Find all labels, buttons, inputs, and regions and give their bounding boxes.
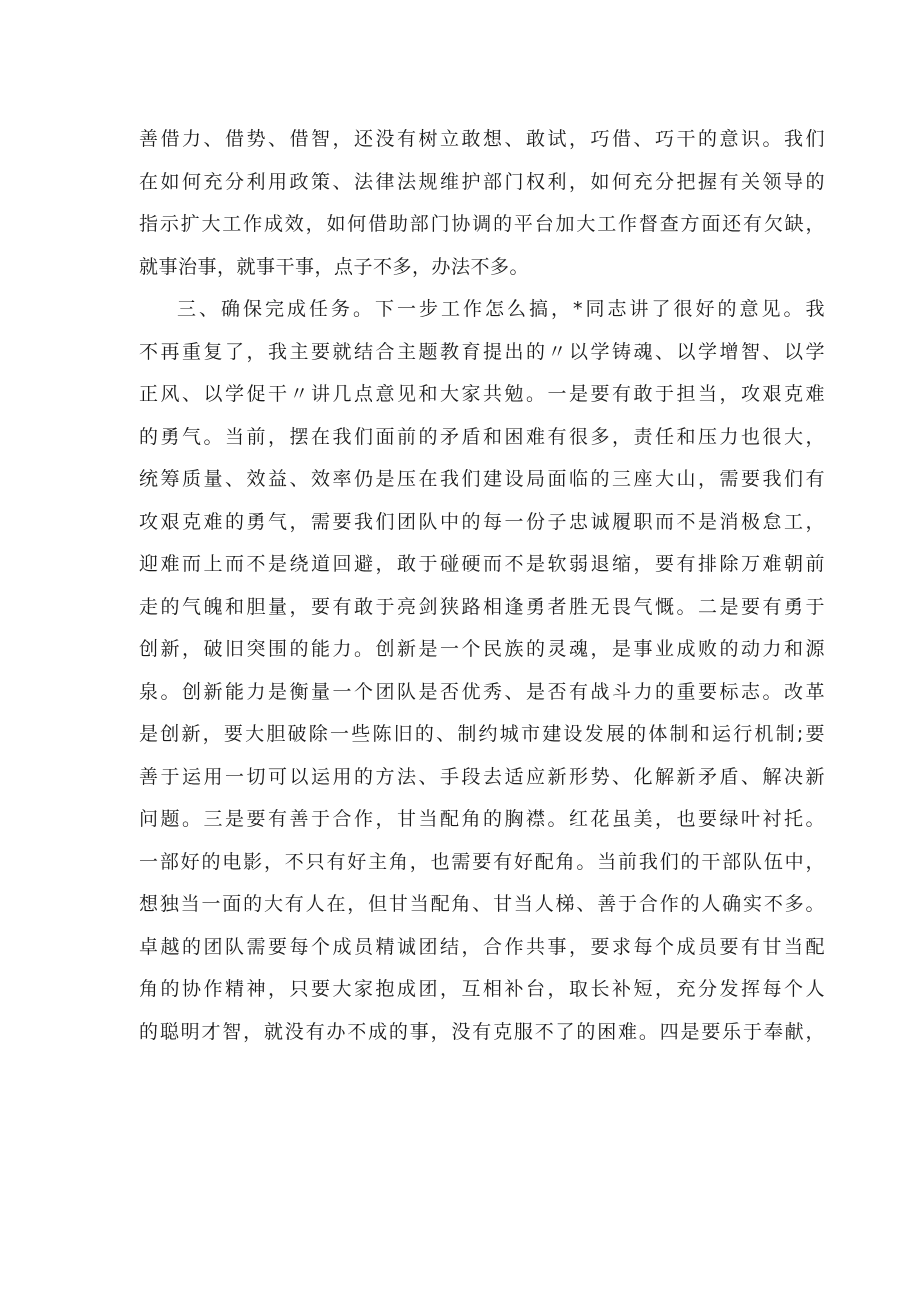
text-line: 正风、以学促干〃讲几点意见和大家共勉。一是要有敢于担当，攻艰克难 xyxy=(139,383,825,405)
text-line: 的聪明才智，就没有办不成的事，没有克服不了的困难。四是要乐于奉献， xyxy=(139,1020,825,1043)
paragraph-2 xyxy=(139,288,825,1053)
text-line: 创新，破旧突围的能力。创新是一个民族的灵魂，是事业成败的动力和源 xyxy=(139,638,825,660)
text-line: 就事治事，就事干事，点子不多，办法不多。 xyxy=(139,255,530,278)
text-line: 走的气魄和胆量，要有敢于亮剑狭路相逢勇者胜无畏气慨。二是要有勇于 xyxy=(139,595,825,618)
text-line: 问题。三是要有善于合作，甘当配角的胸襟。红花虽美，也要绿叶衬托。 xyxy=(139,808,825,830)
text-line: 统筹质量、效益、效率仍是压在我们建设局面临的三座大山，需要我们有 xyxy=(139,468,825,490)
text-line: 的勇气。当前，摆在我们面前的矛盾和困难有很多，责任和压力也很大， xyxy=(139,425,825,448)
text-line: 三、确保完成任务。下一步工作怎么搞，*同志讲了很好的意见。我 xyxy=(177,298,825,320)
text-line: 角的协作精神，只要大家抱成团，互相补台，取长补短，充分发挥每个人 xyxy=(139,978,825,1000)
text-line: 指示扩大工作成效，如何借助部门协调的平台加大工作督查方面还有欠缺， xyxy=(139,213,825,235)
text-line: 一部好的电影，不只有好主角，也需要有好配角。当前我们的干部队伍中， xyxy=(139,850,825,873)
text-line: 不再重复了，我主要就结合主题教育提出的〃以学铸魂、以学增智、以学 xyxy=(139,340,825,363)
text-line: 迎难而上而不是绕道回避，敢于碰硬而不是软弱退缩，要有排除万难朝前 xyxy=(139,553,825,575)
text-line: 攻艰克难的勇气，需要我们团队中的每一份子忠诚履职而不是消极怠工， xyxy=(139,510,825,533)
text-line: 善借力、借势、借智，还没有树立敢想、敢试，巧借、巧干的意识。我们 xyxy=(139,128,825,150)
text-line: 卓越的团队需要每个成员精诚团结，合作共事，要求每个成员要有甘当配 xyxy=(139,935,825,958)
text-line: 在如何充分利用政策、法律法规维护部门权利，如何充分把握有关领导的 xyxy=(139,170,825,193)
text-line: 善于运用一切可以运用的方法、手段去适应新形势、化解新矛盾、解决新 xyxy=(139,765,825,788)
text-line: 想独当一面的大有人在，但甘当配角、甘当人梯、善于合作的人确实不多。 xyxy=(139,893,825,915)
paragraph-1 xyxy=(139,118,825,288)
text-line: 是创新，要大胆破除一些陈旧的、制约城市建设发展的体制和运行机制;要 xyxy=(139,723,825,745)
text-line: 泉。创新能力是衡量一个团队是否优秀、是否有战斗力的重要标志。改革 xyxy=(139,680,825,703)
document-body xyxy=(139,118,825,1053)
